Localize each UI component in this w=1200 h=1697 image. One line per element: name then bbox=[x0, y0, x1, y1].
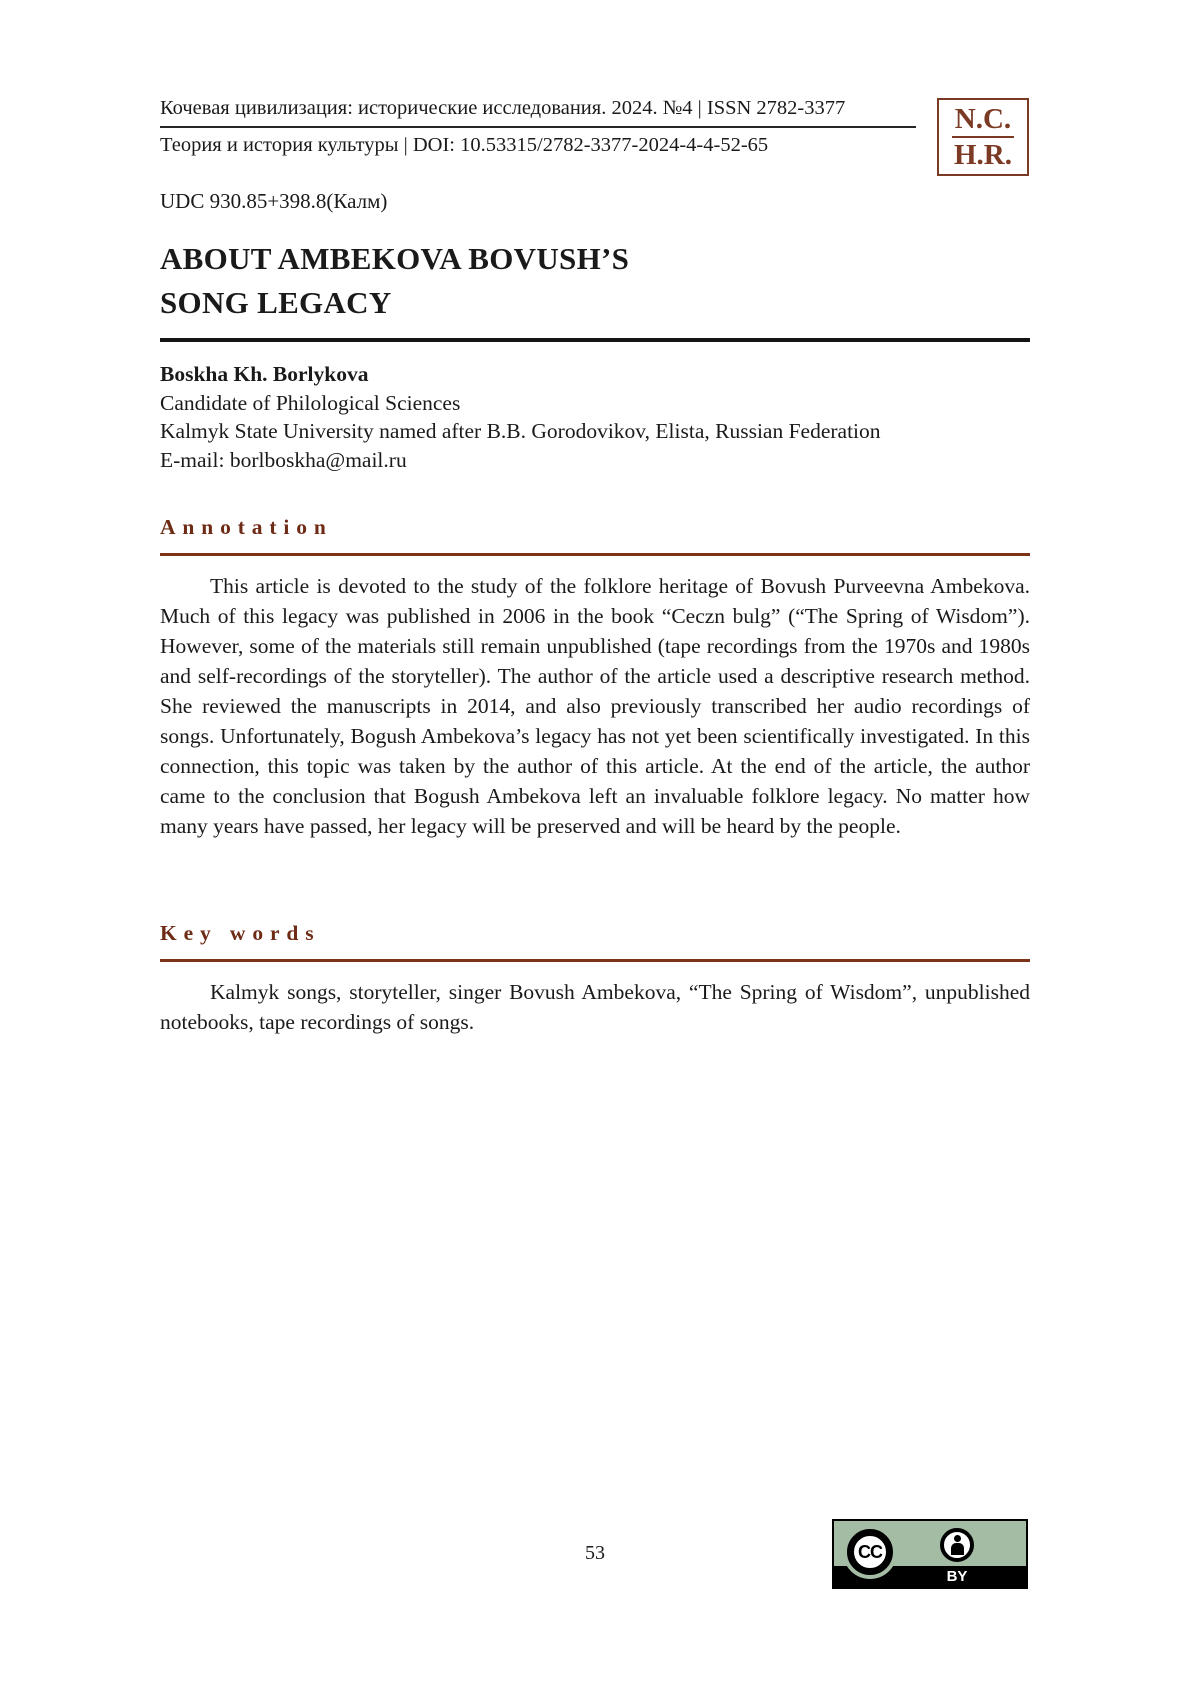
article-title-line1: ABOUT AMBEKOVA BOVUSH’S bbox=[160, 241, 630, 276]
keywords-paragraph: Kalmyk songs, storyteller, singer Bovush Ambekova, “The Spring of Wisdom”, unpublished notebooks, tape recordings of songs. bbox=[160, 980, 1030, 1034]
author-email: E-mail: borlboskha@mail.ru bbox=[160, 447, 407, 472]
annotation-heading-divider bbox=[160, 553, 1030, 556]
article-title bbox=[160, 237, 1030, 325]
journal-section-doi: Теория и история культуры | DOI: 10.53315/2782-3377-2024-4-4-52-65 bbox=[160, 134, 769, 156]
journal-title-issn: Кочевая цивилизация: исторические исследования. 2024. №4 | ISSN 2782-3377 bbox=[160, 97, 916, 128]
person-attribution-icon bbox=[940, 1528, 974, 1562]
udc-code: UDC 930.85+398.8(Калм) bbox=[160, 189, 388, 213]
keywords-heading-divider bbox=[160, 959, 1030, 962]
cc-by-license-badge bbox=[832, 1519, 1028, 1589]
article-title-line2: SONG LEGACY bbox=[160, 285, 392, 320]
annotation-paragraph: This article is devoted to the study of the folklore heritage of Bovush Purveevna Ambekova. Much of this legacy was published in 2006 in the book “Ceczn bulg” (“The Spring of Wisdom”). However, some of the materials still remain unpublished (tape recordings from the 1970s and 1980s and self-recordings of the storyteller). The author of the article used a descriptive research method. She reviewed the manuscripts in 2014, and also previously transcribed her audio recordings of songs. Unfortunately, Bogush Ambekova’s legacy has not yet been scientifically investigated. In this connection, this topic was taken by the author of this article. At the end of the article, the author came to the conclusion that Bogush Ambekova left an invaluable folklore legacy. No matter how many years have passed, her legacy will be preserved and will be heard by the people. bbox=[160, 574, 1030, 838]
page-number: 53 bbox=[585, 1542, 605, 1564]
title-divider bbox=[160, 338, 1030, 342]
nchr-logo-top: N.C. bbox=[952, 103, 1014, 138]
person-icon-head bbox=[954, 1535, 961, 1542]
nchr-logo bbox=[937, 98, 1029, 176]
cc-by-label: BY bbox=[946, 1568, 968, 1585]
author-affiliation: Kalmyk State University named after B.B. Gorodovikov, Elista, Russian Federation bbox=[160, 419, 881, 443]
person-icon-body bbox=[951, 1543, 964, 1555]
cc-logo-icon: CC bbox=[847, 1529, 893, 1575]
keywords-heading-label: Key words bbox=[160, 921, 321, 945]
keywords-section-heading bbox=[160, 921, 1030, 962]
author-name: Boskha Kh. Borlykova bbox=[160, 362, 369, 386]
author-block bbox=[160, 360, 881, 474]
annotation-section-heading bbox=[160, 515, 1030, 556]
journal-header bbox=[160, 97, 916, 157]
author-degree: Candidate of Philological Sciences bbox=[160, 390, 461, 415]
nchr-logo-bottom: H.R. bbox=[954, 139, 1012, 171]
annotation-heading-label: Annotation bbox=[160, 515, 333, 539]
title-block bbox=[160, 237, 1030, 342]
